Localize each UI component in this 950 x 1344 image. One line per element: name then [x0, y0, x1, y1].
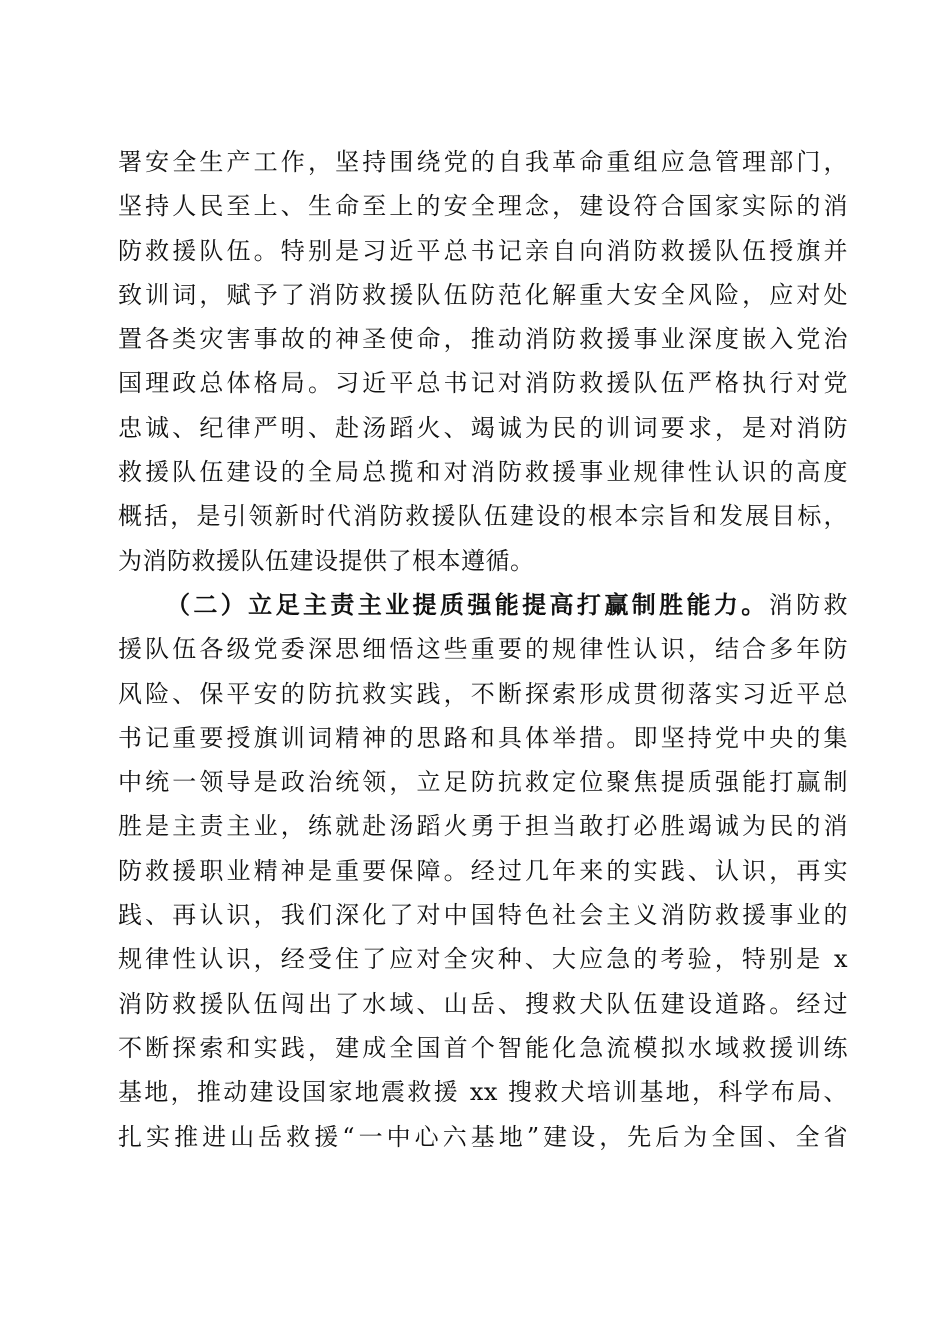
paragraph-line: 胜是主责主业，练就赴汤蹈火勇于担当敢打必胜竭诚为民的消 [118, 812, 848, 841]
paragraph-line: 风险、保平安的防抗救实践，不断探索形成贯彻落实习近平总 [118, 679, 848, 708]
paragraph-first-line [118, 583, 848, 627]
paragraph-line: 署安全生产工作，坚持围绕党的自我革命重组应急管理部门， [118, 148, 848, 176]
paragraph-line: 防救援职业精神是重要保障。经过几年来的实践、认识，再实 [118, 856, 848, 885]
paragraph-line: 不断探索和实践，建成全国首个智能化急流模拟水域救援训练 [118, 1033, 848, 1062]
paragraph-1 [118, 140, 848, 583]
paragraph-line: 国理政总体格局。习近平总书记对消防救援队伍严格执行对党 [118, 369, 848, 398]
paragraph-line: 基地，推动建设国家地震救援 xx 搜救犬培训基地，科学布局、 [118, 1078, 848, 1107]
paragraph-line: 概括，是引领新时代消防救援队伍建设的根本宗旨和发展目标， [118, 502, 848, 531]
paragraph-2 [118, 583, 848, 1159]
section-heading: （二）立足主责主业提质强能提高打赢制胜能力。 [166, 589, 769, 619]
paragraph-line: 救援队伍建设的全局总揽和对消防救援事业规律性认识的高度 [118, 458, 848, 487]
paragraph-line: 中统一领导是政治统领，立足防抗救定位聚焦提质强能打赢制 [118, 768, 848, 797]
paragraph-line: 践、再认识，我们深化了对中国特色社会主义消防救援事业的 [118, 901, 848, 930]
paragraph-line: 规律性认识，经受住了应对全灾种、大应急的考验，特别是 x [118, 945, 848, 974]
paragraph-line: 坚持人民至上、生命至上的安全理念，建设符合国家实际的消 [118, 192, 848, 221]
paragraph-line: 置各类灾害事故的神圣使命，推动消防救援事业深度嵌入党治 [118, 325, 848, 354]
paragraph-line: 消防救援队伍闯出了水域、山岳、搜救犬队伍建设道路。经过 [118, 989, 848, 1018]
paragraph-text: 消防救 [768, 590, 849, 619]
document-body [118, 140, 848, 1159]
paragraph-line: 致训词，赋予了消防救援队伍防范化解重大安全风险，应对处 [118, 280, 848, 309]
paragraph-line: 援队伍各级党委深思细悟这些重要的规律性认识，结合多年防 [118, 635, 848, 664]
paragraph-line: 书记重要授旗训词精神的思路和具体举措。即坚持党中央的集 [118, 723, 848, 752]
paragraph-line: 防救援队伍。特别是习近平总书记亲自向消防救援队伍授旗并 [118, 236, 848, 265]
paragraph-line: 为消防救援队伍建设提供了根本遵循。 [118, 546, 535, 575]
paragraph-line: 扎实推进山岳救援“一中心六基地”建设，先后为全国、全省 [118, 1122, 848, 1151]
paragraph-line: 忠诚、纪律严明、赴汤蹈火、竭诚为民的训词要求，是对消防 [118, 413, 848, 442]
